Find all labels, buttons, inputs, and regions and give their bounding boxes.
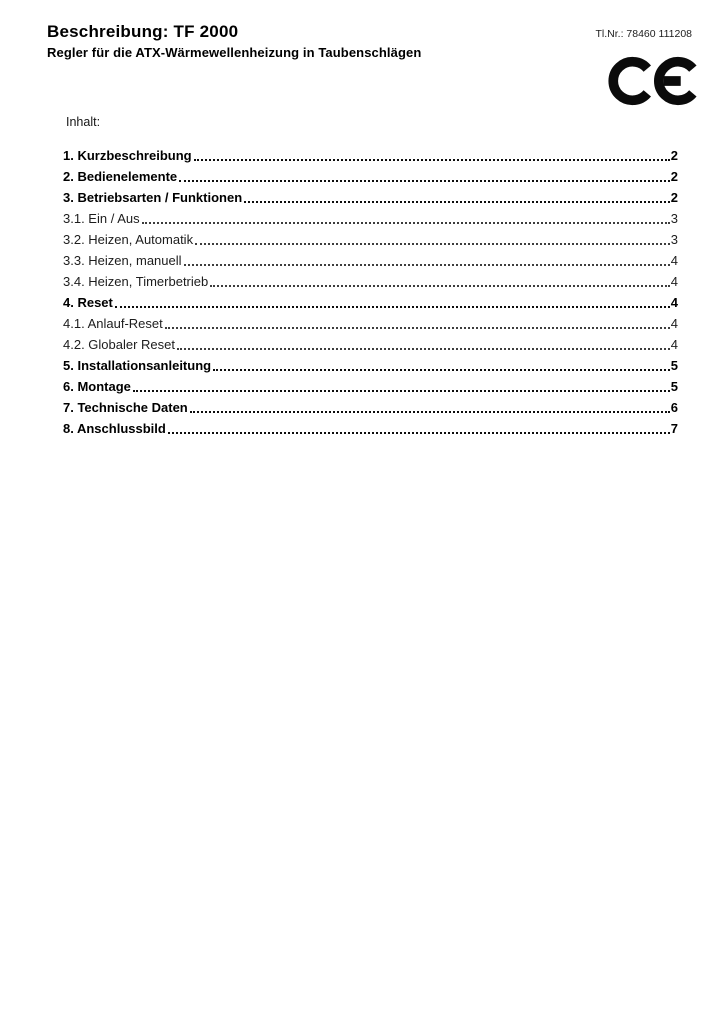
part-number: Tl.Nr.: 78460 111208 (595, 28, 692, 40)
toc-entry (63, 164, 678, 185)
toc-entry-page: 4 (670, 316, 678, 331)
toc-entry (63, 395, 678, 416)
toc-entry-page: 5 (670, 358, 678, 373)
toc-leader-dots (168, 432, 670, 434)
toc-leader-dots (133, 390, 670, 392)
document-header (47, 21, 421, 60)
toc-entry-label: 1. Kurzbeschreibung (63, 148, 192, 163)
toc-entry-label: 3.4. Heizen, Timerbetrieb (63, 274, 209, 289)
toc-entry (63, 353, 678, 374)
toc-entry-page: 3 (670, 211, 678, 226)
toc-leader-dots (244, 201, 670, 203)
toc-entry-page: 6 (670, 400, 678, 415)
toc-entry (63, 332, 678, 353)
page-title: Beschreibung: TF 2000 (47, 22, 239, 41)
toc-entry-label: 4.1. Anlauf-Reset (63, 316, 163, 331)
toc-entry (63, 227, 678, 248)
toc-leader-dots (184, 264, 670, 266)
toc-entry-page: 3 (670, 232, 678, 247)
toc-leader-dots (179, 180, 670, 182)
toc-leader-dots (190, 411, 670, 413)
toc-entry (63, 206, 678, 227)
toc-leader-dots (142, 222, 670, 224)
toc-leader-dots (165, 327, 670, 329)
toc-entry (63, 248, 678, 269)
ce-mark-icon (608, 53, 700, 109)
toc-entry (63, 374, 678, 395)
toc-entry-label: 3.1. Ein / Aus (63, 211, 140, 226)
toc-list (63, 143, 678, 437)
toc-entry (63, 311, 678, 332)
toc-entry (63, 143, 678, 164)
toc-entry (63, 416, 678, 437)
toc-leader-dots (213, 369, 670, 371)
toc-entry-label: 4.2. Globaler Reset (63, 337, 176, 352)
toc-leader-dots (194, 159, 670, 161)
toc-entry-label: 6. Montage (63, 379, 131, 394)
toc-entry-label: 3.3. Heizen, manuell (63, 253, 182, 268)
toc-entry-page: 2 (670, 148, 678, 163)
toc-entry-label: 3. Betriebsarten / Funktionen (63, 190, 243, 205)
toc-entry-page: 4 (670, 295, 678, 310)
toc-entry-label: 2. Bedienelemente (63, 169, 178, 184)
toc-leader-dots (210, 285, 670, 287)
toc-entry-label: 5. Installationsanleitung (63, 358, 212, 373)
toc-entry (63, 269, 678, 290)
toc-entry-label: 3.2. Heizen, Automatik (63, 232, 194, 247)
toc-entry-page: 2 (670, 169, 678, 184)
toc-entry-label: 7. Technische Daten (63, 400, 188, 415)
toc-leader-dots (115, 306, 670, 308)
toc-entry-page: 4 (670, 337, 678, 352)
page-subtitle: Regler für die ATX-Wärmewellenheizung in Taubenschlägen (47, 45, 422, 61)
toc-entry-label: 4. Reset (63, 295, 113, 310)
toc-entry (63, 185, 678, 206)
toc-entry (63, 290, 678, 311)
toc-leader-dots (195, 243, 670, 245)
toc-entry-page: 4 (670, 253, 678, 268)
toc-entry-label: 8. Anschlussbild (63, 421, 166, 436)
toc-leader-dots (177, 348, 670, 350)
toc-heading: Inhalt: (66, 115, 101, 129)
table-of-contents (63, 115, 678, 437)
toc-entry-page: 4 (670, 274, 678, 289)
toc-entry-page: 2 (670, 190, 678, 205)
toc-entry-page: 5 (670, 379, 678, 394)
toc-entry-page: 7 (670, 421, 678, 436)
